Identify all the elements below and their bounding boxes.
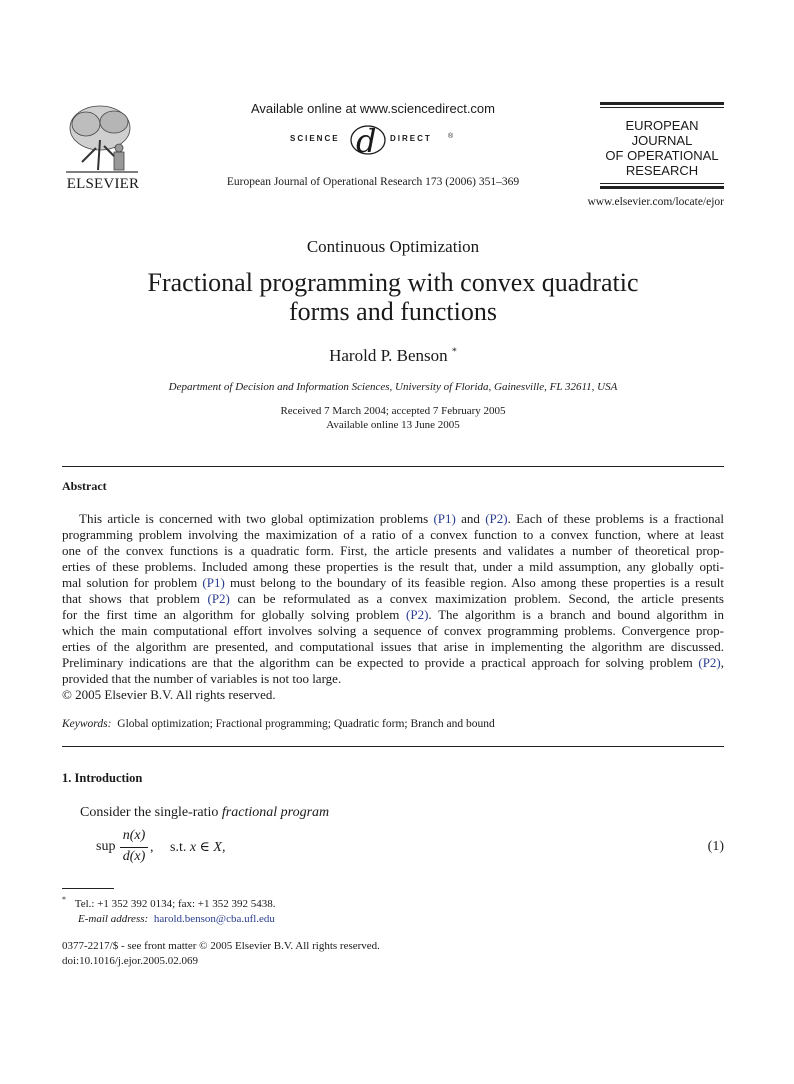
keywords-list: Global optimization; Fractional programming; Quadratic form; Branch and bound: [117, 718, 495, 730]
article-title-line-2: forms and functions: [289, 297, 497, 326]
abstract-text: . The algorithm is a branch and bound algorithm in: [428, 607, 724, 622]
journal-url[interactable]: www.elsevier.com/locate/ejor: [587, 196, 724, 208]
abstract-line: [62, 543, 724, 559]
eq-numerator: n(x): [122, 828, 146, 843]
abstract-text: can be reformulated as a convex maximization problem. Second, the article presents: [229, 591, 724, 606]
eq-number[interactable]: (1): [707, 839, 724, 854]
abstract-text: mal solution for problem: [62, 575, 203, 590]
footnote-tel: Tel.: +1 352 392 0134; fax: +1 352 392 5438.: [74, 897, 276, 910]
article-title-line-1: Fractional programming with convex quadratic: [147, 268, 639, 297]
abstract-text: This article is concerned with two global optimization problems: [79, 511, 434, 526]
keywords-label: Keywords:: [62, 718, 112, 730]
intro-lead-text: Consider the single-ratio: [80, 805, 222, 820]
received-dates: Received 7 March 2004; accepted 7 February 2005: [280, 405, 506, 417]
logo-line-4: RESEARCH: [625, 163, 699, 178]
sciencedirect-left: SCIENCE: [290, 134, 340, 143]
abstract-line: [62, 575, 724, 591]
intro-heading: 1. Introduction: [62, 771, 143, 785]
abstract-line: [62, 591, 724, 607]
abstract-text: one of the convex functions is a quadratic form. First, the article presents and validates a number of theoretical prop-: [62, 543, 724, 558]
abstract-line: [62, 527, 724, 543]
abstract-body: [62, 511, 724, 703]
journal-citation: European Journal of Operational Research 173 (2006) 351–369: [226, 176, 520, 188]
abstract-text: and: [455, 511, 486, 526]
abstract-text: provided that the number of variables is not too large.: [62, 671, 342, 686]
available-online-date: Available online 13 June 2005: [326, 419, 460, 431]
footnote: [62, 892, 724, 927]
front-matter-line: 0377-2217/$ - see front matter © 2005 Elsevier B.V. All rights reserved.: [62, 940, 380, 952]
footnote-tel-line: [62, 892, 724, 912]
affiliation: Department of Decision and Information Sciences, University of Florida, Gainesville, FL 32611, USA: [168, 381, 618, 393]
doi-line[interactable]: doi:10.1016/j.ejor.2005.02.069: [62, 955, 198, 967]
abstract-line: [62, 671, 724, 687]
abstract-copyright: © 2005 Elsevier B.V. All rights reserved.: [62, 687, 276, 702]
logo-top-rule: [600, 102, 724, 105]
abstract-text: for the first time an algorithm for globally solving problem: [62, 607, 407, 622]
abstract-text: erties of the algorithm are presented, and computational issues that arise in implementing the algorithm are discussed.: [62, 639, 724, 654]
eq-fraction-bar: [120, 847, 148, 848]
section-name: Continuous Optimization: [306, 237, 480, 256]
sciencedirect-at-icon: d: [356, 122, 376, 160]
abstract-heading: Abstract: [62, 479, 107, 493]
abstract-text: ,: [720, 655, 724, 670]
intro-lead-term: fractional program: [221, 805, 330, 820]
eq-constraint: [170, 839, 225, 856]
available-online-text: Available online at www.sciencedirect.com: [251, 101, 495, 116]
abstract-text: which the main computational effort involves solving a sequence of convex programming problems. Convergence prop-: [62, 623, 724, 638]
publisher-name: ELSEVIER: [66, 176, 140, 192]
abstract-text: must belong to the boundary of its feasible region. Also among these properties is a result: [224, 575, 724, 590]
author-line: [62, 346, 724, 366]
abstract-line: [62, 623, 724, 639]
eq-constraint-set: x ∈ X,: [189, 840, 226, 855]
abstract-text: programming problem involving the maximization of a ratio of a convex function to a convex function, where at least: [62, 527, 724, 542]
problem-ref-link[interactable]: (P2): [485, 511, 508, 526]
abstract-text: erties of these problems. Included among these properties is the result that, under a mild assumption, any globally opti-: [62, 559, 724, 574]
eq-st: s.t.: [170, 840, 190, 855]
abstract-text: that shows that problem: [62, 591, 208, 606]
abstract-line: [62, 511, 724, 527]
logo-bottom-rule: [600, 186, 724, 189]
logo-line-2: JOURNAL: [631, 133, 693, 148]
abstract-line: [62, 559, 724, 575]
sciencedirect-logo: [280, 122, 480, 158]
eq-denominator: d(x): [122, 849, 146, 864]
eq-sup: sup: [96, 839, 116, 854]
logo-line-1: EUROPEAN: [625, 118, 699, 133]
footnote-email-link[interactable]: harold.benson@cba.ufl.edu: [153, 912, 275, 925]
problem-ref-link[interactable]: (P2): [698, 655, 721, 670]
problem-ref-link[interactable]: (P1): [433, 511, 456, 526]
equation-1: [96, 827, 724, 867]
abstract-text: . Each of these problems is a fractional: [507, 511, 724, 526]
logo-top-rule-thin: [600, 107, 724, 108]
logo-bottom-rule-thin: [600, 183, 724, 184]
keywords-line: [62, 718, 724, 730]
journal-logo: [600, 102, 724, 190]
elsevier-tree-logo: [62, 100, 142, 180]
problem-ref-link[interactable]: (P2): [406, 607, 429, 622]
abstract-text: Preliminary indications are that the algorithm can be expected to provide a practical approach for solving problem: [62, 655, 699, 670]
problem-ref-link[interactable]: (P1): [202, 575, 225, 590]
eq-comma: ,: [150, 840, 154, 855]
abstract-top-rule: [62, 466, 724, 467]
abstract-bottom-rule: [62, 746, 724, 747]
author-footnote-mark[interactable]: *: [451, 346, 457, 358]
problem-ref-link[interactable]: (P2): [207, 591, 230, 606]
abstract-line: [62, 655, 724, 671]
footnote-email-label: E-mail address:: [78, 912, 149, 925]
logo-line-3: OF OPERATIONAL: [605, 148, 719, 163]
abstract-line: [62, 607, 724, 623]
footnote-rule: [62, 888, 114, 889]
author-name: Harold P. Benson: [329, 346, 448, 365]
registered-mark: ®: [448, 133, 456, 140]
abstract-line: [62, 639, 724, 655]
footnote-mark: *: [62, 895, 66, 904]
footnote-email-line: [62, 912, 724, 927]
intro-lead: [80, 805, 329, 821]
sciencedirect-right: DIRECT: [390, 134, 432, 143]
